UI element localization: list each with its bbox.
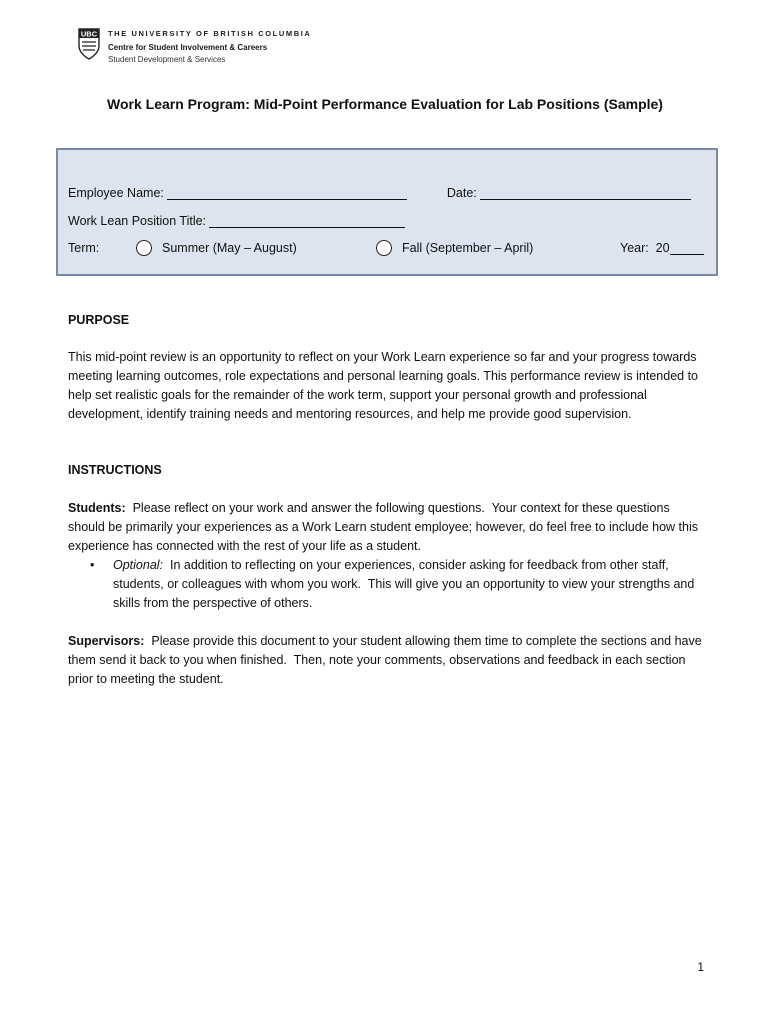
- optional-label: Optional:: [113, 558, 164, 572]
- optional-paragraph: [113, 556, 708, 613]
- position-title-label: Work Lean Position Title:: [68, 214, 207, 228]
- centre-name: Centre for Student Involvement & Careers: [108, 43, 268, 52]
- university-name: THE UNIVERSITY OF BRITISH COLUMBIA: [108, 29, 312, 38]
- organization-block: [108, 28, 311, 65]
- purpose-text: This mid-point review is an opportunity to reflect on your Work Learn experience so far and your progress towards meeting learning outcomes, role expectations and personal learning goals. This performance review is intended to help set realistic goals for the remainder of the work term, support your personal growth and professional development, identify training needs and mentoring resources, and help me provide good supervision.: [68, 350, 698, 421]
- students-paragraph: [68, 499, 708, 556]
- year-label: Year: 20: [620, 241, 670, 255]
- purpose-section: [68, 311, 708, 424]
- students-text: Please reflect on your work and answer the following questions. Your context for these questions should be primarily your experiences as a Work Learn student employee; however, do feel free to include how this experience has connected with the rest of your life as a student.: [68, 501, 702, 553]
- supervisors-text: Please provide this document to your student allowing them time to complete the sections and have them send it back to you when finished. Then, note your comments, observations and feedback in each section prior to meeting the student.: [68, 634, 706, 686]
- date-label: Date:: [446, 186, 477, 200]
- term-row: [68, 240, 708, 256]
- supervisors-paragraph: [68, 632, 708, 689]
- term-label: Term:: [68, 241, 100, 255]
- employee-name-field[interactable]: [167, 186, 407, 200]
- position-title-row: [68, 214, 405, 228]
- logo-text: UBC: [80, 29, 98, 39]
- date-field[interactable]: [480, 186, 691, 200]
- letterhead: [78, 28, 311, 65]
- ubc-crest-icon: [78, 28, 100, 60]
- instructions-section: [68, 461, 708, 689]
- summer-radio[interactable]: [136, 240, 152, 256]
- employee-name-label: Employee Name:: [68, 186, 164, 200]
- optional-bullet: [90, 556, 708, 613]
- employee-name-row: [68, 186, 691, 200]
- document-title: Work Learn Program: Mid-Point Performance Evaluation for Lab Positions (Sample): [107, 96, 663, 112]
- students-label: Students:: [68, 501, 126, 515]
- summer-option-label: Summer (May – August): [162, 241, 297, 255]
- purpose-heading: PURPOSE: [68, 313, 130, 327]
- page-number: 1: [697, 960, 704, 974]
- supervisors-label: Supervisors:: [68, 634, 145, 648]
- optional-text: In addition to reflecting on your experiences, consider asking for feedback from other staff, students, or colleagues with whom you work. This will give you an opportunity to view your strengths and skills from the perspective of others.: [113, 558, 698, 610]
- fall-radio[interactable]: [376, 240, 392, 256]
- year-field[interactable]: [670, 241, 704, 255]
- employee-info-form: [56, 148, 718, 276]
- fall-option-label: Fall (September – April): [402, 241, 534, 255]
- position-title-field[interactable]: [209, 214, 405, 228]
- bullet-icon: •: [90, 558, 95, 572]
- department-name: Student Development & Services: [108, 55, 226, 64]
- instructions-heading: INSTRUCTIONS: [68, 463, 162, 477]
